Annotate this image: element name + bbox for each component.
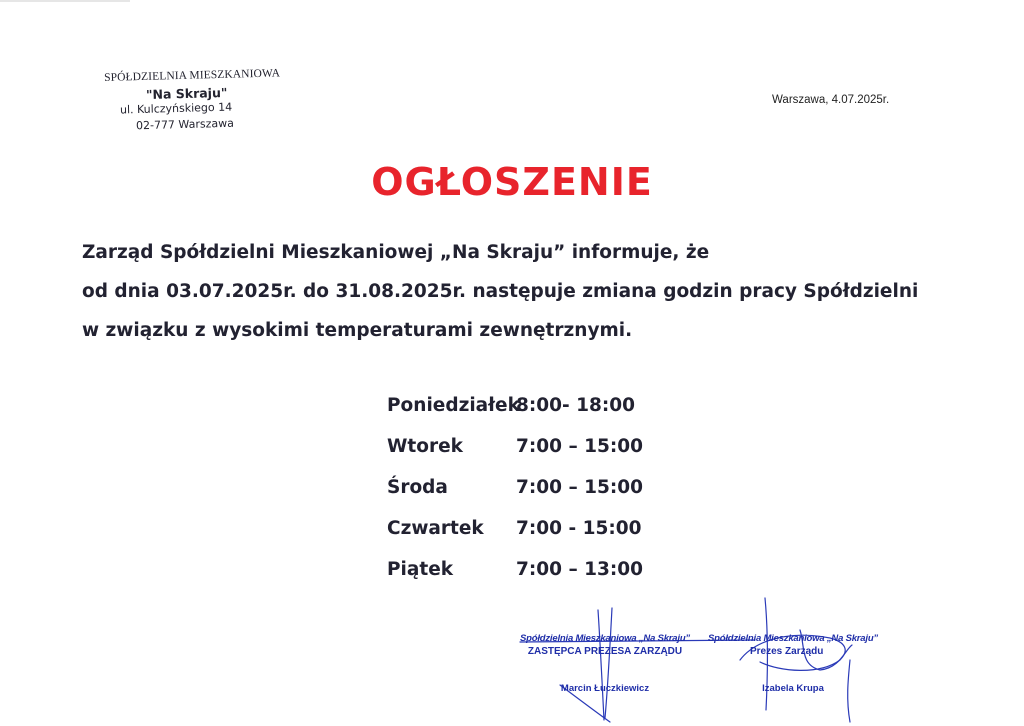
document-date: Warszawa, 4.07.2025r. <box>772 94 890 106</box>
time-range: 7:00 – 13:00 <box>516 559 644 580</box>
signature-stamp-president <box>708 633 878 694</box>
scan-edge-line <box>0 0 130 2</box>
page-title: OGŁOSZENIE <box>371 160 653 204</box>
time-range: 7:00 – 15:00 <box>516 477 644 498</box>
time-range: 8:00- 18:00 <box>516 395 636 416</box>
day-label: Czwartek <box>387 518 484 539</box>
sender-city: 02-777 Warszawa <box>135 116 235 133</box>
signature-person: Marcin Łuczkiewicz <box>560 683 650 694</box>
sender-street: ul. Kulczyńskiego 14 <box>119 100 233 117</box>
signature-role: ZASTĘPCA PREZESA ZARZĄDU <box>527 646 683 657</box>
day-label: Piątek <box>387 559 454 580</box>
day-label: Środa <box>387 477 448 498</box>
signature-org: Spółdzielnia Mieszkaniowa „Na Skraju” <box>520 633 690 644</box>
body-line-3: w związku z wysokimi temperaturami zewnętrznymi. <box>82 320 633 341</box>
signature-org: Spółdzielnia Mieszkaniowa „Na Skraju” <box>708 633 878 644</box>
sender-name: SPÓŁDZIELNIA MIESZKANIOWA <box>104 67 281 84</box>
time-range: 7:00 – 15:00 <box>516 436 644 457</box>
signature-role: Prezes Zarządu <box>750 646 824 657</box>
sender-quoted-name: "Na Skraju" <box>145 84 228 103</box>
body-line-1: Zarząd Spółdzielni Mieszkaniowej „Na Skraju” informuje, że <box>82 242 710 263</box>
body-line-2: od dnia 03.07.2025r. do 31.08.2025r. następuje zmiana godzin pracy Spółdzielni <box>82 281 919 302</box>
signature-stamp-deputy <box>520 633 690 694</box>
day-label: Wtorek <box>387 436 463 457</box>
time-range: 7:00 - 15:00 <box>516 518 642 539</box>
day-label: Poniedziałek <box>387 395 520 416</box>
signature-person: Izabela Krupa <box>762 683 824 694</box>
announcement-body <box>82 233 982 350</box>
